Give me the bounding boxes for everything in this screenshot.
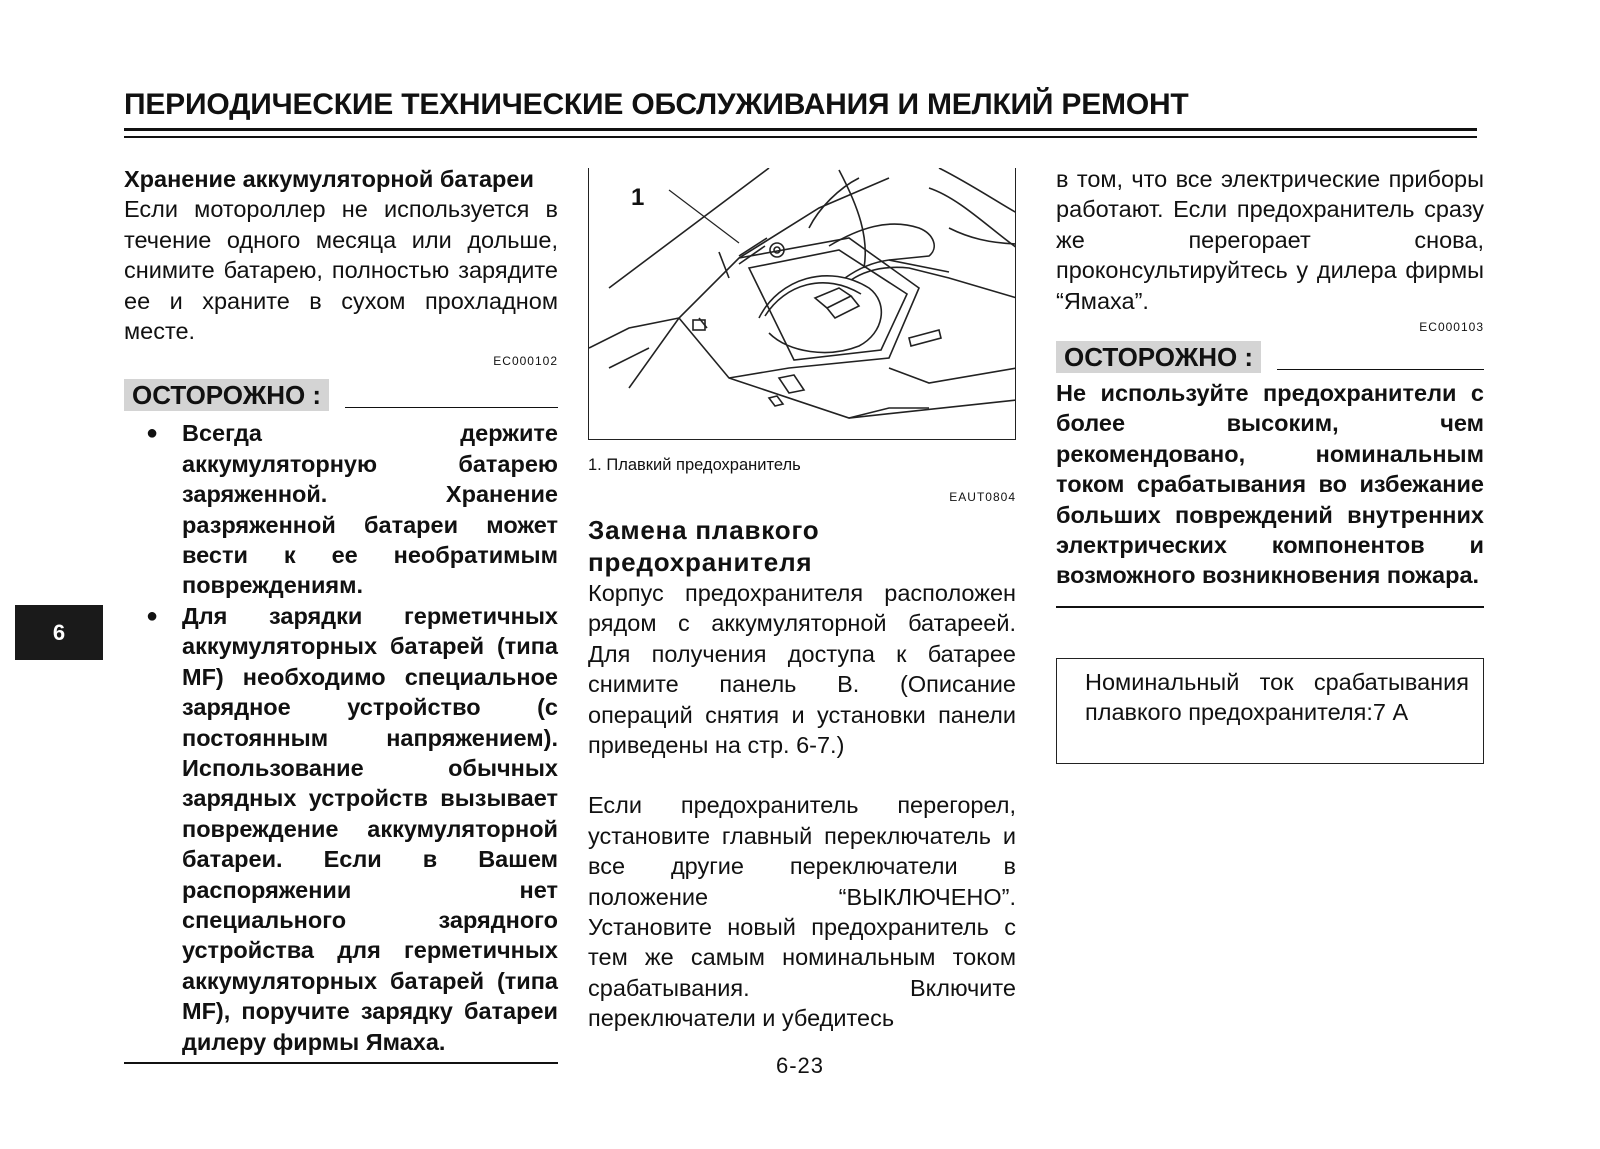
header-rule-thin xyxy=(124,136,1477,138)
battery-storage-text: Если мотороллер не используется в течение одного месяца или дольше, снимите батарею, полностью зарядите ее и храните в сухом прохладном месте. xyxy=(124,196,558,345)
bullet-icon: ● xyxy=(146,422,159,445)
warning-label: ОСТОРОЖНО : xyxy=(1056,341,1261,373)
warning-header xyxy=(124,378,558,412)
list-item xyxy=(124,418,558,600)
fuse-illustration xyxy=(588,168,1016,440)
middle-column xyxy=(588,490,1016,1034)
reference-code: EC000103 xyxy=(1419,320,1484,335)
reference-code: EC000102 xyxy=(493,354,558,369)
header-rule-thick xyxy=(124,128,1477,131)
bullet-text: Для зарядки герметичных аккумуляторных батарей (типа MF) необходимо специальное зарядное устройство (с постоянным напряжением). Использование обычных зарядных устройств вызывает повреждение аккумуляторной батареи. Если в Вашем распоряжении нет специального зарядного устройства для герметичных аккумуляторных батарей (типа MF), поручите зарядку батареи дилеру фирмы Ямаха. xyxy=(182,602,558,1055)
section-heading-fuse-replacement: Замена плавкого предохранителя xyxy=(588,515,820,577)
figure-caption: 1. Плавкий предохранитель xyxy=(588,456,801,474)
bullet-text: Всегда держите аккумуляторную батарею заряженной. Хранение разряженной батареи может вести к ее необратимым повреждениям. xyxy=(182,420,558,599)
list-item xyxy=(124,601,558,1057)
figure-callout-number: 1 xyxy=(631,184,645,211)
reference-code: EAUT0804 xyxy=(949,490,1016,504)
fuse-check-text: в том, что все электрические приборы работают. Если предохранитель сразу же перегорает снова, проконсультируйтесь у дилера фирмы “Ямаха”. xyxy=(1056,166,1484,314)
warning-underline xyxy=(345,407,558,409)
section-heading-battery-storage: Хранение аккумуляторной батареи xyxy=(124,166,534,192)
bullet-icon: ● xyxy=(146,604,159,627)
left-column xyxy=(124,164,558,1057)
right-column xyxy=(1056,164,1484,591)
warning-underline xyxy=(1277,369,1484,371)
right-warning-end-rule xyxy=(1056,606,1484,608)
fuse-location-text: Корпус предохранителя расположен рядом с аккумуляторной батареей. Для получения доступа к батарее снимите панель B. (Описание операций снятия и установки панели приведены на стр. 6-7.) xyxy=(588,580,1016,759)
fuse-rating-text: Номинальный ток срабатывания плавкого предохранителя:7 A xyxy=(1085,669,1469,726)
page-title: ПЕРИОДИЧЕСКИЕ ТЕХНИЧЕСКИЕ ОБСЛУЖИВАНИЯ И МЕЛКИЙ РЕМОНТ xyxy=(124,88,1189,121)
chapter-tab: 6 xyxy=(15,605,103,660)
fuse-rating-box xyxy=(1056,658,1484,764)
page-number: 6-23 xyxy=(775,1053,825,1078)
warning-header xyxy=(1056,340,1484,374)
fuse-replacement-text: Если предохранитель перегорел, установите главный переключатель и все другие переключатели в положение “ВЫКЛЮЧЕНО”. Установите новый предохранитель с тем же самым номинальным током срабатывания. Включите переключатели и убедитесь xyxy=(588,792,1016,1032)
warning-label: ОСТОРОЖНО : xyxy=(124,379,329,411)
fuse-warning-text: Не используйте предохранители с более высоким, чем рекомендовано, номинальным током срабатывания во избежание больших повреждений внутренних электрических компонентов и возможного возникновения пожара. xyxy=(1056,380,1484,589)
